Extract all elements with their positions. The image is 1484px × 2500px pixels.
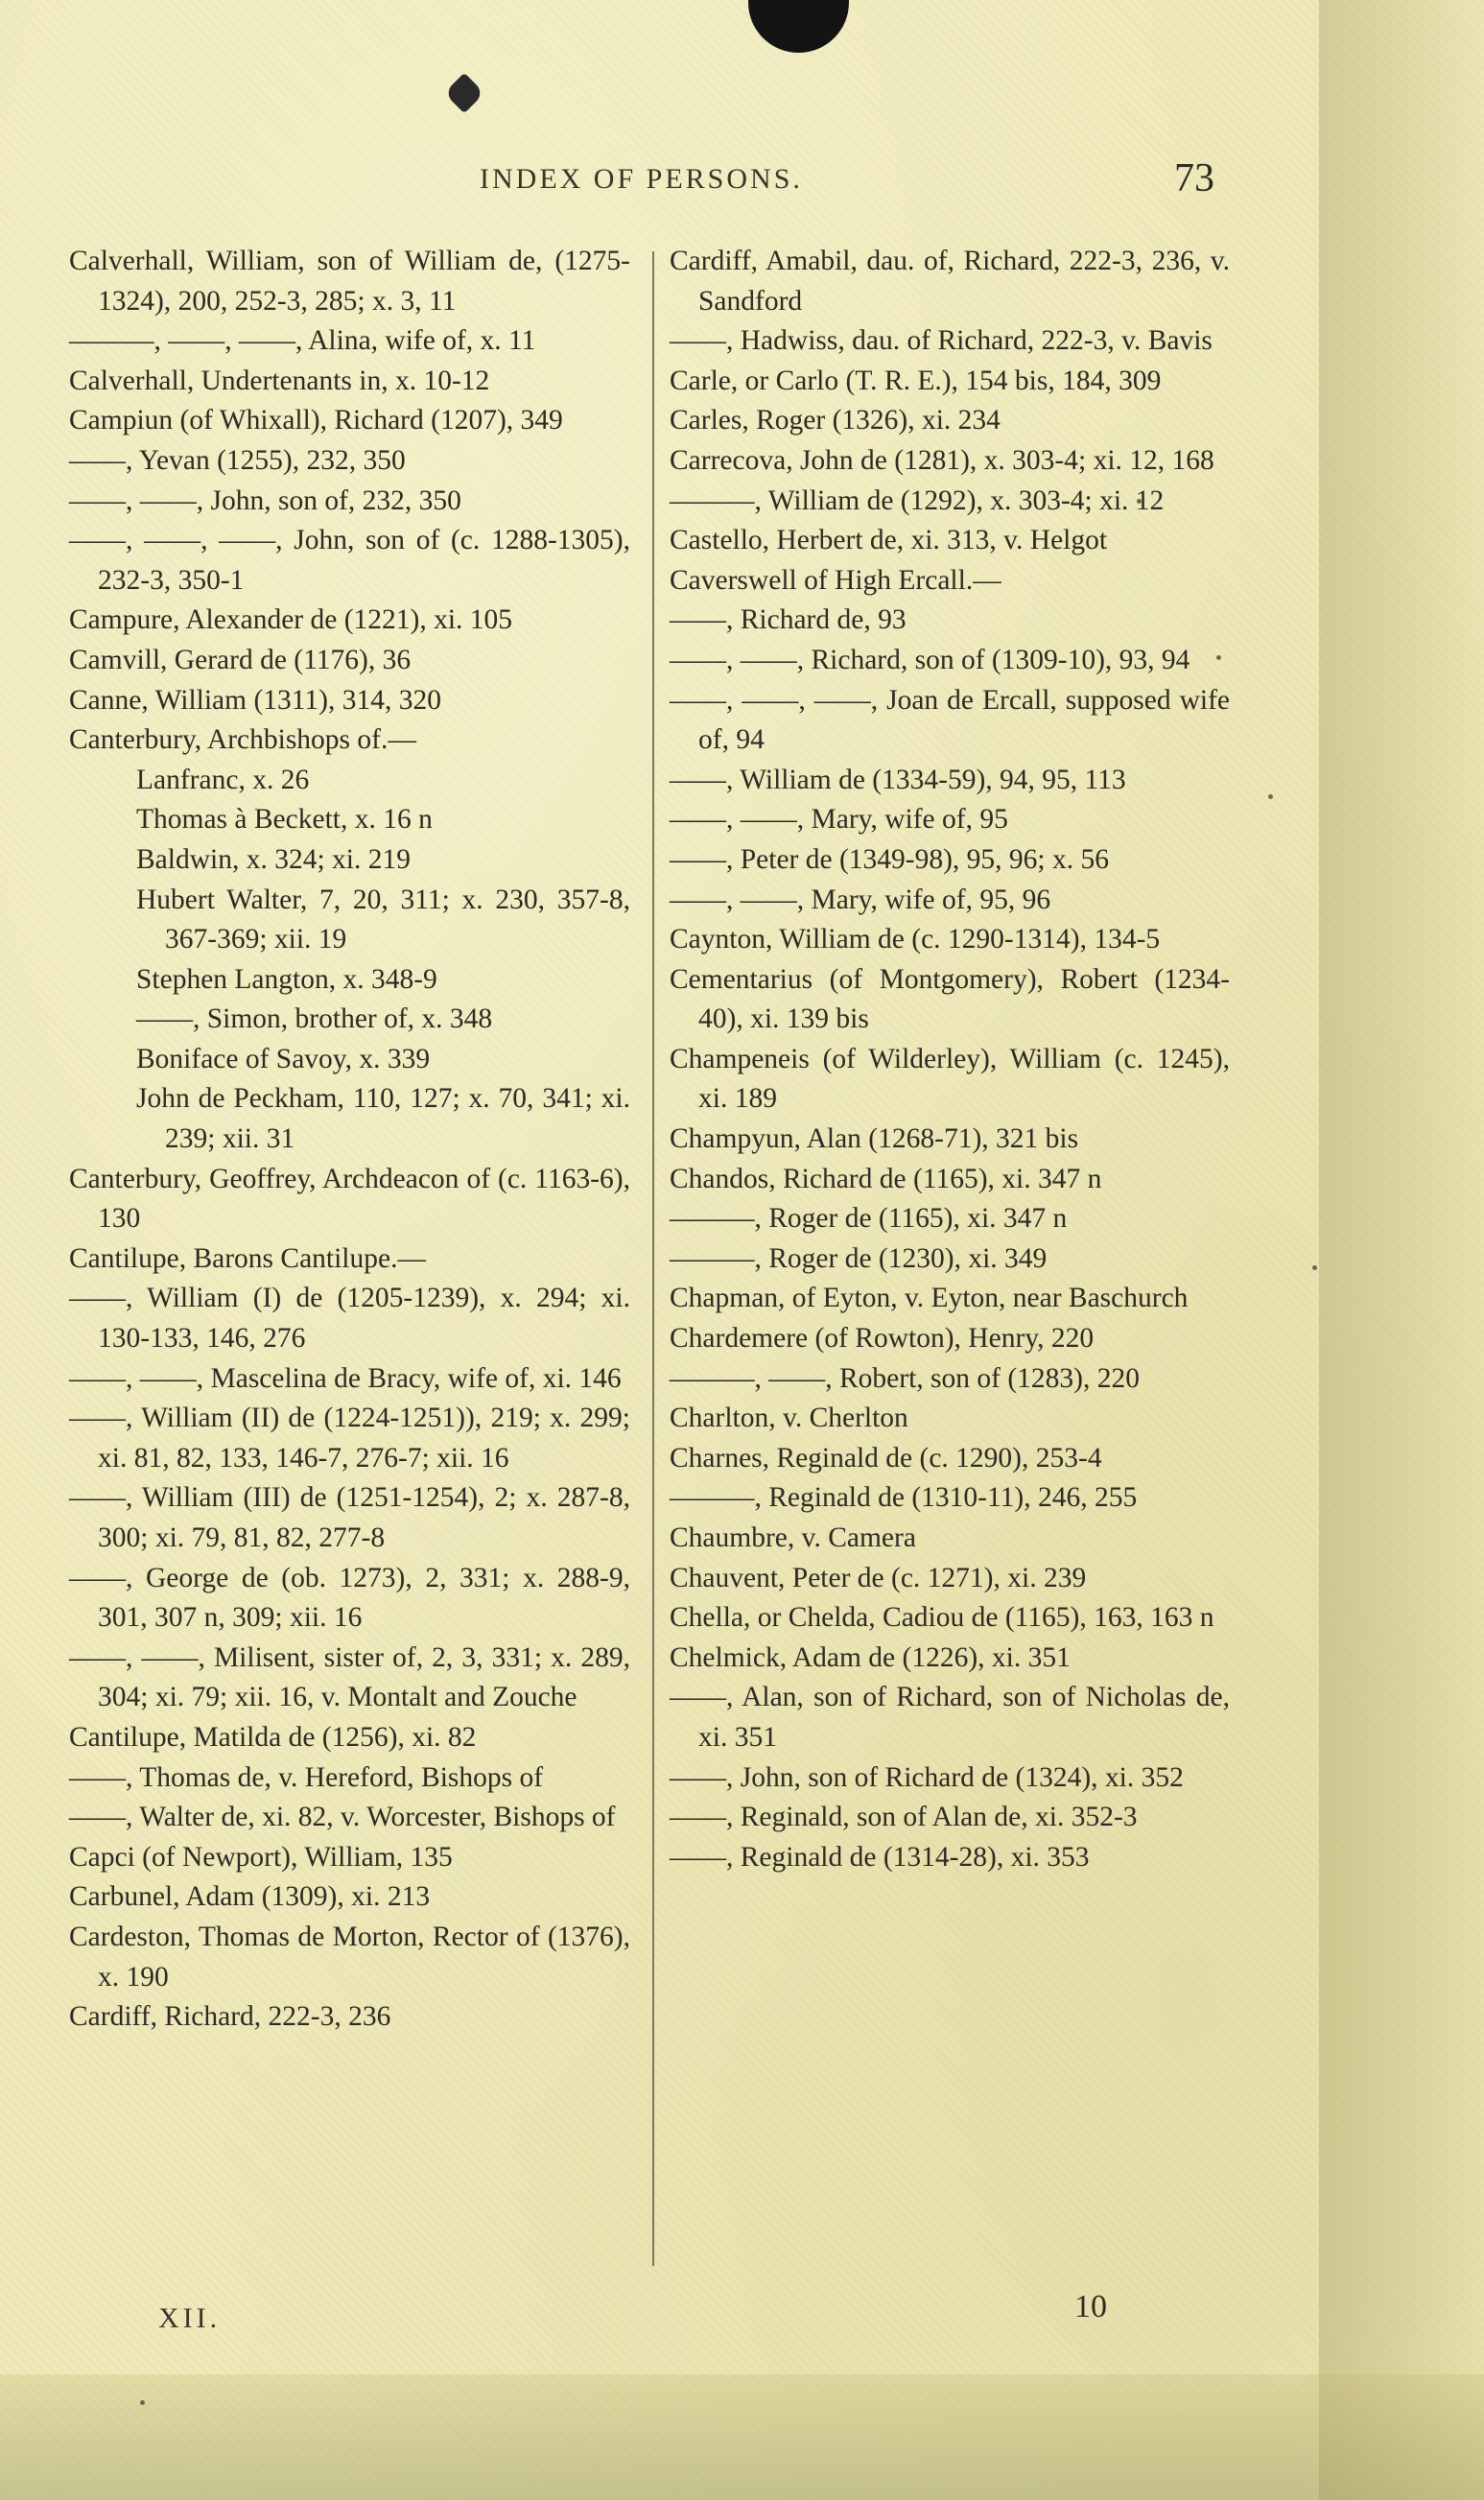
index-entry: ——, Thomas de, v. Hereford, Bishops of	[69, 1761, 544, 1793]
index-entry: ——, Walter de, xi. 82, v. Worcester, Bishops of	[69, 1802, 616, 1833]
index-entry: John de Peckham, 110, 127; x. 70, 341; xi. 239; xii. 31	[136, 1083, 630, 1155]
index-entry: ——, ——, ——, Joan de Ercall, supposed wife of, 94	[670, 684, 1230, 756]
index-entry: Castello, Herbert de, xi. 313, v. Helgot	[670, 525, 1108, 556]
right-index-column	[670, 242, 1230, 1877]
index-entry: Carrecova, John de (1281), x. 303-4; xi. 12, 168	[670, 444, 1214, 476]
index-entry: ———, Reginald de (1310-11), 246, 255	[670, 1482, 1138, 1514]
index-entry: Cardiff, Amabil, dau. of, Richard, 222-3, 236, v. Sandford	[670, 246, 1230, 317]
index-entry: ——, ——, Mary, wife of, 95	[670, 804, 1008, 836]
index-entry: ——, ——, Milisent, sister of, 2, 3, 331; x. 289, 304; xi. 79; xii. 16, v. Montalt and Zouche	[69, 1641, 630, 1713]
index-entry: Chapman, of Eyton, v. Eyton, near Baschurch	[670, 1283, 1189, 1314]
index-entry: ———, Roger de (1165), xi. 347 n	[670, 1203, 1068, 1235]
gathering-number: 10	[1074, 2289, 1107, 2324]
index-entry: ——, ——, Richard, son of (1309-10), 93, 94	[670, 644, 1190, 675]
index-entry: Chauvent, Peter de (c. 1271), xi. 239	[670, 1562, 1087, 1593]
index-entry: Lanfranc, x. 26	[136, 764, 310, 795]
index-entry: Chella, or Chelda, Cadiou de (1165), 163, 163 n	[670, 1602, 1214, 1634]
index-entry: ———, William de (1292), x. 303-4; xi. 12	[670, 484, 1165, 516]
column-divider	[652, 251, 654, 2266]
index-entry: ——, Alan, son of Richard, son of Nicholas de, xi. 351	[670, 1682, 1230, 1753]
index-entry: ——, William de (1334-59), 94, 95, 113	[670, 764, 1126, 795]
running-title: INDEX OF PERSONS.	[480, 163, 803, 195]
index-entry: Chaumbre, v. Camera	[670, 1522, 916, 1553]
index-entry: Cantilupe, Barons Cantilupe.—	[69, 1242, 426, 1274]
index-entry: Hubert Walter, 7, 20, 311; x. 230, 357-8, 367-369; xii. 19	[136, 884, 630, 955]
index-entry: Canne, William (1311), 314, 320	[69, 684, 441, 716]
index-entry: Canterbury, Geoffrey, Archdeacon of (c. 1163-6), 130	[69, 1163, 630, 1235]
index-entry: ———, Roger de (1230), xi. 349	[670, 1242, 1048, 1274]
index-entry: Campiun (of Whixall), Richard (1207), 349	[69, 405, 563, 436]
index-entry: ——, Reginald, son of Alan de, xi. 352-3	[670, 1802, 1138, 1833]
index-entry: ———, ——, ——, Alina, wife of, x. 11	[69, 325, 536, 357]
speck	[140, 2400, 145, 2405]
index-entry: ———, ——, Robert, son of (1283), 220	[670, 1362, 1140, 1394]
index-entry: Carles, Roger (1326), xi. 234	[670, 405, 1001, 436]
index-entry: Camvill, Gerard de (1176), 36	[69, 644, 412, 675]
index-entry: ——, ——, Mary, wife of, 95, 96	[670, 884, 1051, 915]
page-bottom-shadow	[0, 2374, 1484, 2500]
speck	[1268, 794, 1273, 799]
index-entry: ——, John, son of Richard de (1324), xi. 352	[670, 1761, 1184, 1793]
index-entry: Capci (of Newport), William, 135	[69, 1841, 453, 1873]
index-entry: Chelmick, Adam de (1226), xi. 351	[670, 1641, 1071, 1673]
index-entry: Boniface of Savoy, x. 339	[136, 1043, 431, 1074]
index-entry: ——, ——, John, son of, 232, 350	[69, 484, 461, 516]
index-entry: ——, ——, ——, John, son of (c. 1288-1305), 232-3, 350-1	[69, 525, 630, 596]
index-entry: ——, Simon, brother of, x. 348	[136, 1003, 493, 1035]
index-entry: Charnes, Reginald de (c. 1290), 253-4	[670, 1442, 1102, 1474]
index-entry: Calverhall, William, son of William de, (1275-1324), 200, 252-3, 285; x. 3, 11	[69, 246, 630, 317]
left-index-column	[69, 242, 630, 2038]
index-entry: Cardiff, Richard, 222-3, 236	[69, 2001, 391, 2033]
index-entry: Caynton, William de (c. 1290-1314), 134-5	[670, 924, 1161, 955]
index-entry: Stephen Langton, x. 348-9	[136, 963, 437, 995]
index-entry: ——, George de (ob. 1273), 2, 331; x. 288-9, 301, 307 n, 309; xii. 16	[69, 1562, 630, 1634]
index-entry: Cementarius (of Montgomery), Robert (1234-40), xi. 139 bis	[670, 963, 1230, 1035]
index-entry: Champeneis (of Wilderley), William (c. 1245), xi. 189	[670, 1043, 1230, 1115]
index-entry: ——, Peter de (1349-98), 95, 96; x. 56	[670, 843, 1109, 875]
index-entry: ——, William (I) de (1205-1239), x. 294; xi. 130-133, 146, 276	[69, 1283, 630, 1355]
index-entry: Charlton, v. Cherlton	[670, 1403, 908, 1434]
index-entry: Thomas à Beckett, x. 16 n	[136, 804, 433, 836]
index-entry: Chardemere (of Rowton), Henry, 220	[670, 1323, 1095, 1355]
index-entry: Carle, or Carlo (T. R. E.), 154 bis, 184, 309	[670, 365, 1162, 396]
index-entry: Campure, Alexander de (1221), xi. 105	[69, 604, 513, 636]
index-entry: ——, William (III) de (1251-1254), 2; x. 287-8, 300; xi. 79, 81, 82, 277-8	[69, 1482, 630, 1553]
index-entry: ——, Reginald de (1314-28), xi. 353	[670, 1841, 1090, 1873]
index-entry: Baldwin, x. 324; xi. 219	[136, 843, 411, 875]
index-entry: ——, Hadwiss, dau. of Richard, 222-3, v. Bavis	[670, 325, 1213, 357]
index-entry: Canterbury, Archbishops of.—	[69, 724, 416, 756]
index-entry: Caverswell of High Ercall.—	[670, 564, 1001, 596]
index-entry: ——, ——, Mascelina de Bracy, wife of, xi. 146	[69, 1362, 622, 1394]
index-entry: Calverhall, Undertenants in, x. 10-12	[69, 365, 490, 396]
index-entry: Cardeston, Thomas de Morton, Rector of (1376), x. 190	[69, 1921, 630, 1993]
index-entry: Chandos, Richard de (1165), xi. 347 n	[670, 1163, 1102, 1194]
page-edge-shadow	[1319, 0, 1484, 2500]
index-entry: Champyun, Alan (1268-71), 321 bis	[670, 1123, 1079, 1155]
page-number: 73	[1174, 156, 1214, 200]
index-entry: ——, Richard de, 93	[670, 604, 907, 636]
index-entry: ——, Yevan (1255), 232, 350	[69, 444, 406, 476]
index-entry: Cantilupe, Matilda de (1256), xi. 82	[69, 1721, 477, 1753]
index-entry: ——, William (II) de (1224-1251)), 219; x. 299; xi. 81, 82, 133, 146-7, 276-7; xii. 16	[69, 1403, 630, 1474]
speck	[1312, 1265, 1317, 1270]
index-entry: Carbunel, Adam (1309), xi. 213	[69, 1881, 431, 1913]
signature-mark: XII.	[158, 2302, 222, 2334]
